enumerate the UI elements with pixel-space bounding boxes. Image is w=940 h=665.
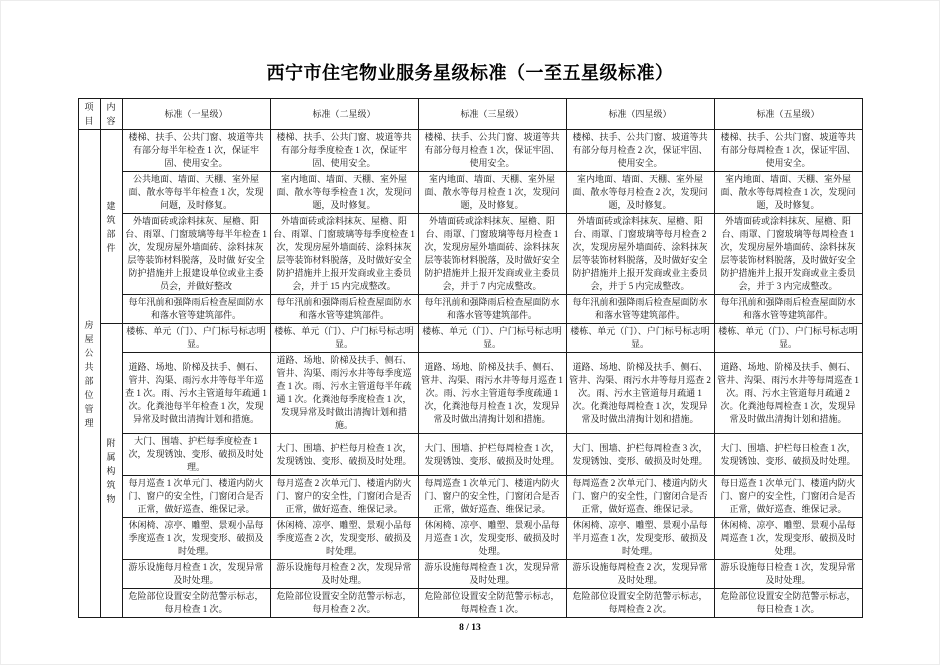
- page-title: 西宁市住宅物业服务星级标准（一至五星级标准）: [266, 63, 674, 83]
- table-cell: 室内地面、墙面、天棚、室外屋面、散水等每周检查 1 次，发现问题，及时修复。: [714, 172, 862, 214]
- table-row: [78, 518, 862, 560]
- table-cell: 楼梯、扶手、公共门窗、坡道等共有部分每周检查 1 次，保证牢固、使用安全。: [714, 130, 862, 172]
- table-cell: 每年汛前和强降雨后检查屋面防水和落水管等建筑部件。: [122, 295, 270, 324]
- table-cell: 每年汛前和强降雨后检查屋面防水和落水管等建筑部件。: [566, 295, 714, 324]
- table-cell: 外墙面砖或涂料抹灰、屋檐、阳台、雨罩、门窗玻璃等每月检查 2 次，发现房屋外墙面砖、涂料抹灰层等装饰材料脱落，及时做好安全防护措施并上报开发商或业主委员会，并于 5 内完成整改。: [566, 214, 714, 295]
- table-row: [78, 353, 862, 434]
- table-cell: 外墙面砖或涂料抹灰、屋檐、阳台、雨罩、门窗玻璃等每半年检查 1 次，发现房屋外墙面砖、涂料抹灰层等装饰材料脱落，及时做 好安全防护措施并上报建设单位或业主委员会，并做好整改: [122, 214, 270, 295]
- table-cell: 游乐设施每周检查 2 次，发现异常及时处理。: [566, 560, 714, 589]
- table-cell: 道路、场地、阶梯及扶手、侧石、管井、沟渠、雨污水井等每月巡查 1 次。雨、污水主管道每季度疏通 1 次，化粪池每月检查 1 次，发现异常及时做出清掏计划和措施。: [418, 353, 566, 434]
- table-cell: 室内地面、墙面、天棚、室外屋面、散水等每月检查 2 次，发现问题，及时修复。: [566, 172, 714, 214]
- table-cell: 危险部位设置安全防范警示标志，每月检查 2 次。: [270, 589, 418, 618]
- table-cell: 楼栋、单元（门）、户门标号标志明显。: [714, 324, 862, 353]
- table-cell: 室内地面、墙面、天棚、室外屋面、散水等每季检查 1 次，发现问题，及时修复。: [270, 172, 418, 214]
- table-cell: 休闲椅、凉亭、雕塑、景观小品每月巡查 1 次，发现变形、破损及时处理。: [418, 518, 566, 560]
- table-cell: 每月巡查 1 次单元门、楼道内防火门、窗户的安全性，门窗闭合是否正常，做好巡查、维保记录。: [122, 476, 270, 518]
- table-row: [78, 324, 862, 353]
- header-standard-5star: 标准（五星级）: [714, 99, 862, 130]
- table-cell: 室内地面、墙面、天棚、室外屋面、散水等每月检查 1 次，发现问题，及时修复。: [418, 172, 566, 214]
- table-cell: 楼栋、单元（门）、户门标号标志明显。: [270, 324, 418, 353]
- table-cell: 楼梯、扶手、公共门窗、坡道等共有部分每半年检查 1 次，保证牢固、使用安全。: [122, 130, 270, 172]
- table-cell: 楼梯、扶手、公共门窗、坡道等共有部分每月检查 1 次，保证牢固、使用安全。: [418, 130, 566, 172]
- table-cell: 危险部位设置安全防范警示标志，每月检查 1 次。: [122, 589, 270, 618]
- header-standard-1star: 标准（一星级）: [122, 99, 270, 130]
- header-standard-3star: 标准（三星级）: [418, 99, 566, 130]
- table-cell: 楼梯、扶手、公共门窗、坡道等共有部分每月检查 2 次，保证牢固、使用安全。: [566, 130, 714, 172]
- table-cell: 每日巡查 1 次单元门、楼道内防火门、窗户的安全性，门窗闭合是否正常，做好巡查、维保记录。: [714, 476, 862, 518]
- table-row: [78, 476, 862, 518]
- category-label-project: 房屋公共部位管理: [78, 130, 100, 618]
- table-cell: 楼栋、单元（门）、户门标号标志明显。: [418, 324, 566, 353]
- table-cell: 楼栋、单元（门）、户门标号标志明显。: [566, 324, 714, 353]
- table-cell: 道路、场地、阶梯及扶手、侧石、管井、沟渠、雨污水井等每半年巡查 1 次。雨、污水主管道每年疏通 1 次。化粪池每半年检查 1 次，发现异常及时做出清掏计划和措施。: [122, 353, 270, 434]
- table-cell: 休闲椅、凉亭、雕塑、景观小品每周巡查 1 次，发现变形、破损及时处理。: [714, 518, 862, 560]
- header-standard-4star: 标准（四星级）: [566, 99, 714, 130]
- header-content: 内容: [100, 99, 122, 130]
- table-cell: 楼栋、单元（门）、户门标号标志明显。: [122, 324, 270, 353]
- header-standard-2star: 标准（二星级）: [270, 99, 418, 130]
- table-cell: 休闲椅、凉亭、雕塑、景观小品每季度巡查 2 次，发现变形、破损及时处理。: [270, 518, 418, 560]
- table-cell: 每年汛前和强降雨后检查屋面防水和落水管等建筑部件。: [270, 295, 418, 324]
- category-label-attached-structures: 附属构筑物: [100, 324, 122, 618]
- table-cell: 危险部位设置安全防范警示标志，每周检查 1 次。: [418, 589, 566, 618]
- table-cell: 游乐设施每日检查 1 次，发现异常及时处理。: [714, 560, 862, 589]
- table-cell: 大门、围墙、护栏每日检查 1 次，发现锈蚀、变形、破损及时处理。: [714, 434, 862, 476]
- table-row: [78, 214, 862, 295]
- table-row: [78, 560, 862, 589]
- table-cell: 外墙面砖或涂料抹灰、屋檐、阳台、雨罩、门窗玻璃等每周检查 1 次，发现房屋外墙面砖、涂料抹灰层等装饰材料脱落，及时做好安全防护措施并上报开发商或业主委员会，并于 3 内完成整改。: [714, 214, 862, 295]
- table-cell: 大门、围墙、护栏每月检查 1 次，发现锈蚀、变形、破损及时处理。: [270, 434, 418, 476]
- table-cell: 休闲椅、凉亭、雕塑、景观小品每季度巡查 1 次，发现变形、破损及时处理。: [122, 518, 270, 560]
- table-row: [78, 295, 862, 324]
- table-cell: 道路、场地、阶梯及扶手、侧石、管井、沟渠、雨污水井等每月巡查 2 次。雨、污水主管道每月疏通 1 次。化粪池每周检查 1 次，发现异常及时做出清掏计划和措施。: [566, 353, 714, 434]
- table-cell: 游乐设施每周检查 1 次，发现异常及时处理。: [418, 560, 566, 589]
- table-cell: 楼梯、扶手、公共门窗、坡道等共有部分每季度检查 1 次，保证牢固、使用安全。: [270, 130, 418, 172]
- header-project: 项目: [78, 99, 100, 130]
- header-row: [78, 99, 862, 130]
- table-cell: 游乐设施每月检查 1 次，发现异常及时处理。: [122, 560, 270, 589]
- table-cell: 每年汛前和强降雨后检查屋面防水和落水管等建筑部件。: [418, 295, 566, 324]
- table-cell: 外墙面砖或涂料抹灰、屋檐、阳台、雨罩、门窗玻璃等每月检查 1 次，发现房屋外墙面砖、涂料抹灰层等装饰材料脱落，及时做好安全防护措施并上报开发商或业主委员会，并于 7 内完成整改。: [418, 214, 566, 295]
- page-number: 8 / 13: [459, 623, 481, 633]
- category-label-building-parts: 建筑部件: [100, 130, 122, 324]
- table-cell: 大门、围墙、护栏每季度检查 1 次，发现锈蚀、变形、破损及时处理。: [122, 434, 270, 476]
- table-cell: 大门、围墙、护栏每周检查 1 次，发现锈蚀、变形、破损及时处理。: [418, 434, 566, 476]
- table-cell: 危险部位设置安全防范警示标志，每周检查 2 次。: [566, 589, 714, 618]
- table-cell: 危险部位设置安全防范警示标志，每日检查 1 次。: [714, 589, 862, 618]
- table-cell: 每周巡查 1 次单元门、楼道内防火门、窗户的安全性，门窗闭合是否正常，做好巡查、维保记录。: [418, 476, 566, 518]
- table-cell: 每年汛前和强降雨后检查屋面防水和落水管等建筑部件。: [714, 295, 862, 324]
- table-row: [78, 172, 862, 214]
- table-cell: 道路、场地、阶梯及扶手、侧石、管井、沟渠、雨污水井等每周巡查 1 次。雨、污水主管道每月疏通 2 次。化粪池每周检查 1 次，发现异常及时做出清掏计划和措施。: [714, 353, 862, 434]
- table-row: [78, 434, 862, 476]
- table-cell: 每月巡查 2 次单元门、楼道内防火门、窗户的安全性，门窗闭合是否正常，做好巡查、维保记录。: [270, 476, 418, 518]
- table-cell: 道路、场地、阶梯及扶手、侧石、管井、沟渠、雨污水井等每季度巡查 1 次。雨、污水主管道每半年疏通 1 次。化粪池每季度检查 1 次，发现异常及时做出清掏计划和措施。: [270, 353, 418, 434]
- table-row: [78, 130, 862, 172]
- table-cell: 休闲椅、凉亭、雕塑、景观小品每半月巡查 1 次，发现变形、破损及时处理。: [566, 518, 714, 560]
- table-cell: 公共地面、墙面、天棚、室外屋面、散水等每半年检查 1 次，发现问题，及时修复。: [122, 172, 270, 214]
- table-cell: 外墙面砖或涂料抹灰、屋檐、阳台、雨罩、门窗玻璃等每季度检查 1 次，发现房屋外墙面砖、涂料抹灰层等装饰材料脱落，及时做好安全防护措施并上报开发商或业主委员会，并于 15 内完成整改。: [270, 214, 418, 295]
- table-row: [78, 589, 862, 618]
- table-cell: 每周巡查 2 次单元门、楼道内防火门、窗户的安全性，门窗闭合是否正常，做好巡查、维保记录。: [566, 476, 714, 518]
- star-standard-table: [78, 98, 863, 618]
- table-cell: 大门、围墙、护栏每周检查 3 次，发现锈蚀、变形、破损及时处理。: [566, 434, 714, 476]
- table-cell: 游乐设施每月检查 2 次，发现异常及时处理。: [270, 560, 418, 589]
